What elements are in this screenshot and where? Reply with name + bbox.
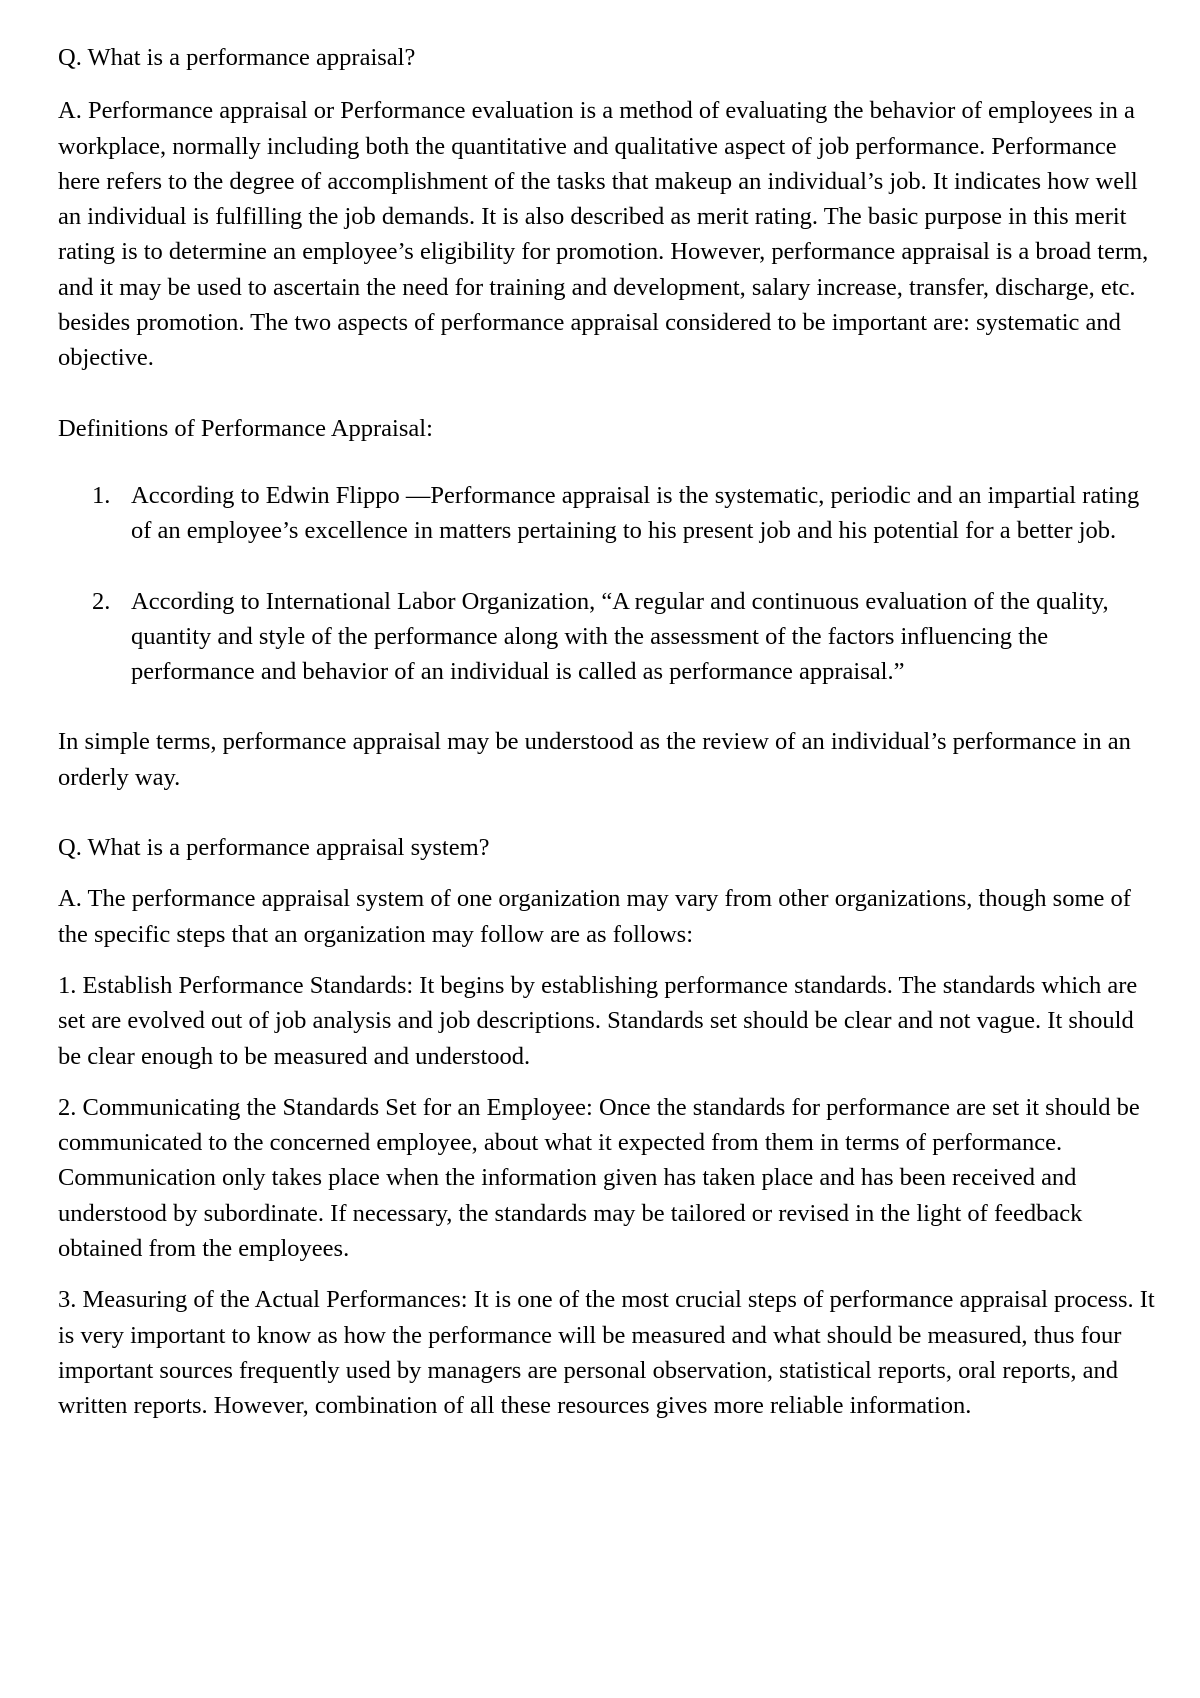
definition-item bbox=[58, 584, 1158, 690]
definition-text: According to Edwin Flippo —Performance appraisal is the systematic, periodic and an impartial rating of an employee’s excellence in matters pertaining to his present job and his potential for a better job. bbox=[131, 481, 1140, 545]
answer-1: A. Performance appraisal or Performance evaluation is a method of evaluating the behavior of employees in a workplace, normally including both the quantitative and qualitative aspect of job performance. Performance here refers to the degree of accomplishment of the tasks that makeup an individual’s job. It indicates how well an individual is fulfilling the job demands. It is also described as merit rating. The basic purpose in this merit rating is to determine an employee’s eligibility for promotion. However, performance appraisal is a broad term, and it may be used to ascertain the need for training and development, salary increase, transfer, discharge, etc. besides promotion. The two aspects of performance appraisal considered to be important are: systematic and objective. bbox=[58, 97, 1149, 372]
question-1: Q. What is a performance appraisal? bbox=[58, 44, 416, 71]
step-paragraph: 2. Communicating the Standards Set for an Employee: Once the standards for performance are set it should be communicated to the concerned employee, about what it expected from them in terms of performance. Communication only takes place when the information given has taken place and has been received and understood by subordinate. If necessary, the standards may be tailored or revised in the light of feedback obtained from the employees. bbox=[58, 1093, 1140, 1263]
summary-paragraph: In simple terms, performance appraisal may be understood as the review of an individual’s performance in an orderly way. bbox=[58, 728, 1131, 791]
definitions-list bbox=[58, 478, 1158, 689]
step-paragraph: 3. Measuring of the Actual Performances: It is one of the most crucial steps of performance appraisal process. It is very important to know as how the performance will be measured and what should be measured, thus four important sources frequently used by managers are personal observation, statistical reports, oral reports, and written reports. However, combination of all these resources gives more reliable information. bbox=[58, 1286, 1155, 1420]
question-2: Q. What is a performance appraisal system? bbox=[58, 834, 490, 862]
step-paragraph: 1. Establish Performance Standards: It begins by establishing performance standards. The standards which are set are evolved out of job analysis and job descriptions. Standards set should be clear and not vague. It should be clear enough to be measured and understood. bbox=[58, 971, 1138, 1070]
definition-item bbox=[58, 478, 1158, 549]
definitions-heading: Definitions of Performance Appraisal: bbox=[58, 414, 433, 442]
definition-number: 1. bbox=[92, 481, 111, 509]
answer-2: A. The performance appraisal system of one organization may vary from other organizations, though some of the specific steps that an organization may follow are as follows: bbox=[58, 885, 1131, 948]
definition-number: 2. bbox=[92, 587, 111, 615]
definition-text: According to International Labor Organization, “A regular and continuous evaluation of the quality, quantity and style of the performance along with the assessment of the factors influencing the performance and behavior of an individual is called as performance appraisal.” bbox=[131, 587, 1109, 686]
document-page bbox=[58, 40, 1158, 1440]
